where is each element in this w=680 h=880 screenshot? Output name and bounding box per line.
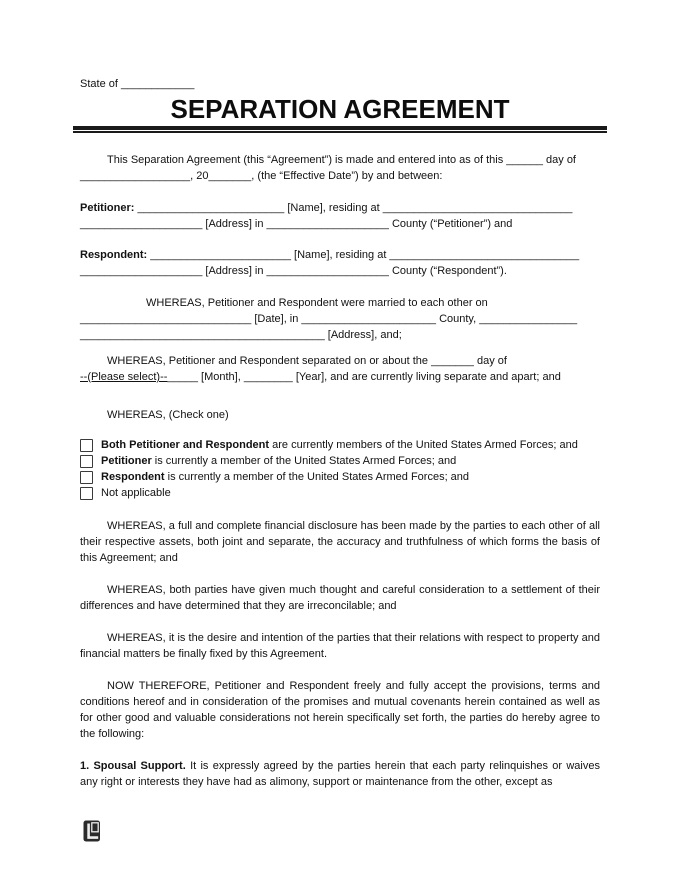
armed-forces-checklist [80, 437, 600, 501]
respondent-line1-rest: _______________________ [Name], residing at _______________________________ [147, 249, 580, 261]
checkbox-label [101, 437, 578, 453]
checkbox-label-bold: Both Petitioner and Respondent [101, 439, 270, 451]
checkbox-label [101, 453, 456, 469]
petitioner-label: Petitioner: [80, 202, 135, 214]
separated-line2 [80, 369, 600, 385]
intro-line1: This Separation Agreement (this “Agreement”) is made and entered into as of this ______ day of [107, 154, 576, 166]
checkbox-row [80, 469, 600, 485]
petitioner-line1-rest: ________________________ [Name], residing at _______________________________ [134, 202, 573, 214]
now-therefore-paragraph: NOW THEREFORE, Petitioner and Respondent freely and fully accept the provisions, terms and conditions hereof and in consideration of the promises and mutual covenants herein contained as well as for other good and valuable considerations not herein specifically set forth, the parties do hereby agree to the following: [80, 680, 600, 740]
checkbox-label-bold: Petitioner [101, 455, 152, 467]
whereas-check-one-heading: WHEREAS, (Check one) [107, 409, 229, 421]
checkbox-label [101, 469, 469, 485]
whereas-separated-paragraph [80, 353, 600, 385]
checkbox-row [80, 485, 600, 501]
checkbox-label [101, 485, 171, 501]
legaltemplates-logo-icon [83, 820, 101, 842]
checkbox-label-rest: is currently a member of the United States Armed Forces; and [151, 455, 457, 467]
married-line2: ____________________________ [Date], in ______________________ County, ________________ [80, 313, 578, 325]
married-line3: ________________________________________ [Address], and; [80, 329, 402, 341]
whereas-settlement-paragraph: WHEREAS, both parties have given much thought and careful consideration to a settlement of their differences and have determined that they are irreconcilable; and [80, 584, 600, 612]
checkbox-not-applicable[interactable] [80, 487, 93, 500]
title-rule [73, 126, 607, 133]
spousal-support-rest: It is expressly agreed by the parties herein that each party relinquishes or waives any right or interests they have had as alimony, support or maintenance from the other, except as [80, 760, 600, 788]
married-line1: WHEREAS, Petitioner and Respondent were married to each other on [146, 297, 488, 309]
page-title: SEPARATION AGREEMENT [170, 94, 510, 124]
petitioner-line2: ____________________ [Address] in ____________________ County (“Petitioner”) and [80, 218, 513, 230]
respondent-label: Respondent: [80, 249, 148, 261]
whereas-desire-paragraph: WHEREAS, it is the desire and intention of the parties that their relations with respect to property and financial matters be finally fixed by this Agreement. [80, 632, 600, 660]
separated-line1: WHEREAS, Petitioner and Respondent separated on or about the _______ day of [107, 355, 507, 367]
whereas-financial-paragraph: WHEREAS, a full and complete financial disclosure has been made by the parties to each other of all their respective assets, both joint and separate, the accuracy and truthfulness of which forms the basis of this Agreement; and [80, 520, 600, 564]
separated-line2-rest: _____ [Month], ________ [Year], and are currently living separate and apart; and [167, 371, 561, 383]
checkbox-row [80, 437, 600, 453]
checkbox-label-rest: Not applicable [101, 487, 171, 499]
spousal-support-paragraph [80, 758, 600, 790]
respondent-paragraph [80, 247, 600, 279]
checkbox-label-rest: is currently a member of the United States Armed Forces; and [164, 471, 470, 483]
state-of-line: State of ____________ [80, 78, 195, 90]
month-select-placeholder[interactable]: --(Please select)-- [80, 371, 168, 383]
respondent-line1 [80, 247, 600, 263]
intro-line2: __________________, 20_______, (the “Effective Date”) by and between: [80, 170, 443, 182]
checkbox-label-bold: Respondent [101, 471, 165, 483]
checkbox-petitioner-armed-forces[interactable] [80, 455, 93, 468]
checkbox-row [80, 453, 600, 469]
checkbox-both-armed-forces[interactable] [80, 439, 93, 452]
checkbox-respondent-armed-forces[interactable] [80, 471, 93, 484]
spousal-support-heading: 1. Spousal Support. [80, 760, 186, 772]
whereas-married-paragraph [80, 295, 600, 343]
petitioner-line1 [80, 200, 600, 216]
petitioner-paragraph [80, 200, 600, 232]
checkbox-label-rest: are currently members of the United States Armed Forces; and [269, 439, 578, 451]
respondent-line2: ____________________ [Address] in ____________________ County (“Respondent”). [80, 265, 507, 277]
intro-paragraph [80, 152, 600, 184]
